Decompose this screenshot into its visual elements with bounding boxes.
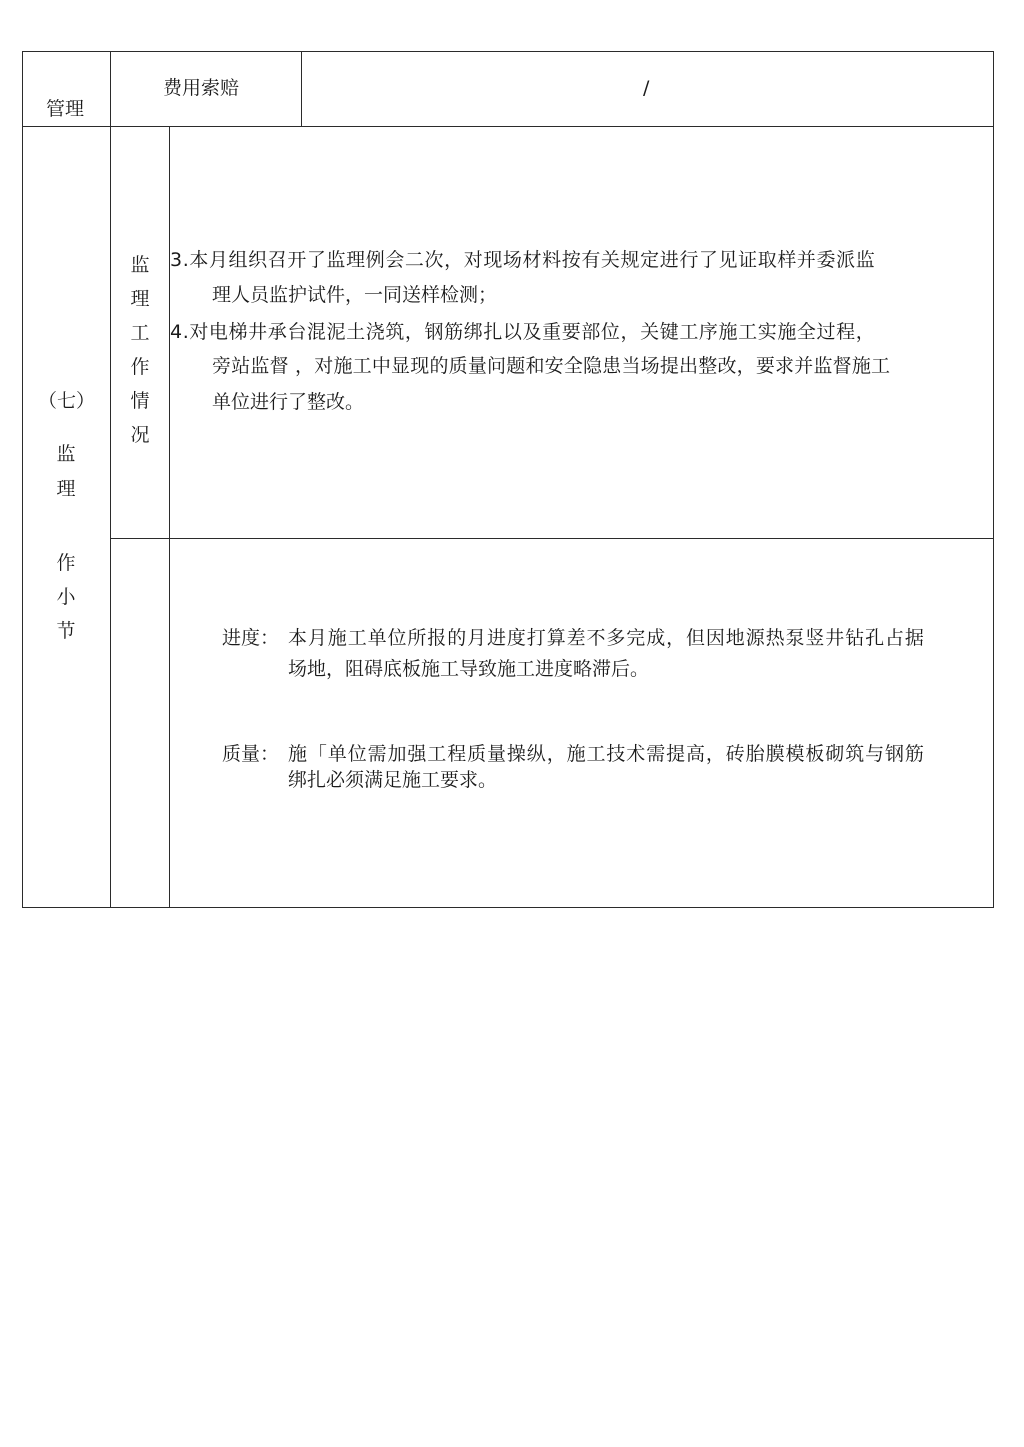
quality-line1: 施「单位需加强工程质量操纵，施工技术需提高，砖胎膜模板砌筑与钢筋 xyxy=(288,743,925,765)
column-divider-2 xyxy=(169,126,170,908)
column-divider-1 xyxy=(110,51,111,908)
section-title-char: 作 xyxy=(56,552,76,574)
top-row-divider xyxy=(301,51,302,127)
section-title-char: 监 xyxy=(56,443,76,465)
section-title-char: 小 xyxy=(56,586,76,608)
table-border-left xyxy=(22,51,23,908)
work-status-label xyxy=(126,248,154,452)
work-item-4-line2: 旁站监督 ，对施工中显现的质量问题和安全隐患当场提出整改，要求并监督施工 xyxy=(212,355,891,377)
category-label: 管理 xyxy=(46,98,85,120)
quality-label: 质量： xyxy=(222,743,280,765)
work-status-char: 情 xyxy=(130,390,150,412)
work-status-char: 作 xyxy=(130,356,150,378)
work-status-char: 况 xyxy=(130,424,150,446)
section-title-lower xyxy=(52,546,80,648)
work-status-char: 工 xyxy=(130,322,150,344)
section-number: （七） xyxy=(38,390,96,412)
section-title-upper xyxy=(52,437,80,507)
table-border-top xyxy=(22,51,994,52)
work-item-3-line2: 理人员监护试件，一同送样检测； xyxy=(212,284,498,306)
work-status-char: 监 xyxy=(130,254,150,276)
work-status-char: 理 xyxy=(130,288,150,310)
section-title-char: 节 xyxy=(56,620,76,642)
section-title-char: 理 xyxy=(56,478,76,500)
item-label: 费用索赔 xyxy=(163,77,240,99)
progress-label: 进度： xyxy=(222,627,280,649)
work-item-4-line1: 4.对电梯井承台混泥土浇筑，钢筋绑扎以及重要部位，关键工序施工实施全过程， xyxy=(170,321,876,343)
progress-line2: 场地，阻碍底板施工导致施工进度略滞后。 xyxy=(288,658,650,680)
table-border-right xyxy=(993,51,994,908)
row-divider-top xyxy=(22,126,994,127)
table-border-bottom xyxy=(22,907,994,908)
quality-line2: 绑扎必须满足施工要求。 xyxy=(288,769,498,791)
progress-line1: 本月施工单位所报的月进度打算差不多完成，但因地源热泵竖井钻孔占据 xyxy=(288,627,925,649)
item-value: / xyxy=(643,77,650,99)
subrow-divider xyxy=(110,538,994,539)
work-item-3-line1: 3.本月组织召开了监理例会二次，对现场材料按有关规定进行了见证取样并委派监 xyxy=(170,249,876,271)
work-item-4-line3: 单位进行了整改。 xyxy=(212,391,365,413)
